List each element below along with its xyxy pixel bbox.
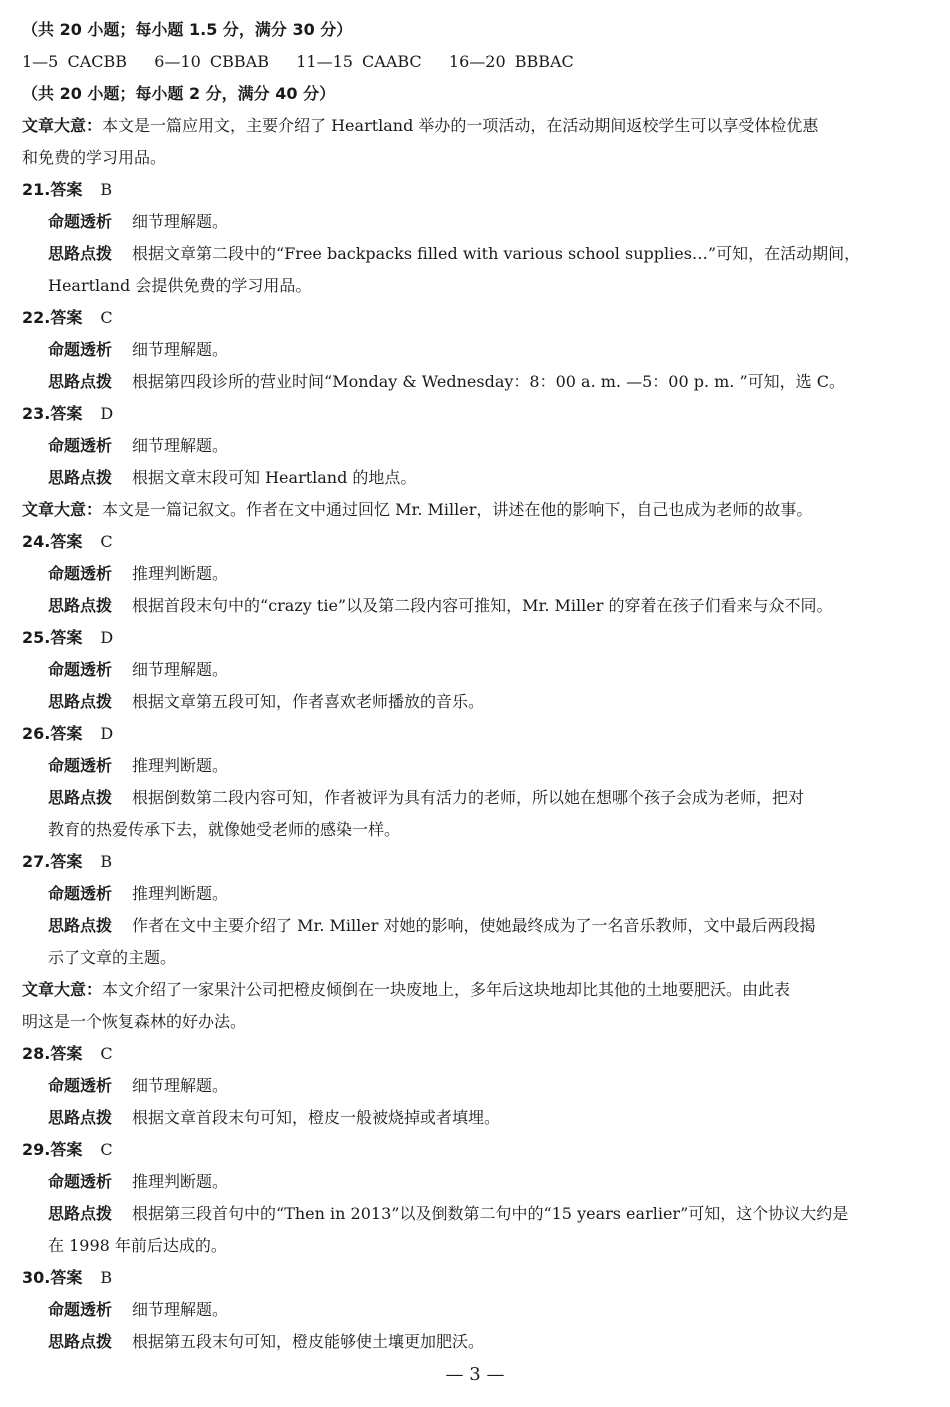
q21-hint-line1: 思路点拨 根据文章第二段中的“Free backpacks filled with various school supplies…”可知，在活动期间， <box>48 244 861 263</box>
q22-answer: 22.答案 C <box>22 308 113 327</box>
q24-analysis: 命题透析 推理判断题。 <box>48 564 229 583</box>
q26-analysis: 命题透析 推理判断题。 <box>48 756 229 775</box>
q25-analysis: 命题透析 细节理解题。 <box>48 660 229 679</box>
q28-hint-line1: 思路点拨 根据文章首段末句可知，橙皮一般被烧掉或者填埋。 <box>48 1108 501 1127</box>
section1-answers: 1—5 CACBB 6—10 CBBAB 11—15 CAABC 16—20 BBBAC <box>22 52 574 71</box>
q29-hint-line1: 思路点拨 根据第三段首句中的“Then in 2013”以及倒数第二句中的“15 years earlier”可知，这个协议大约是 <box>48 1204 849 1223</box>
q24-hint-line1: 思路点拨 根据首段末句中的“crazy tie”以及第二段内容可推知，Mr. Miller 的穿着在孩子们看来与众不同。 <box>48 596 833 615</box>
summary-label: 文章大意： <box>22 116 103 135</box>
q27-hint-line2: 示了文章的主题。 <box>48 948 177 967</box>
q29-answer: 29.答案 C <box>22 1140 113 1159</box>
q25-hint-line1: 思路点拨 根据文章第五段可知，作者喜欢老师播放的音乐。 <box>48 692 485 711</box>
q26-answer: 26.答案 D <box>22 724 114 743</box>
summary-b-line1: 文章大意：本文是一篇记叙文。作者在文中通过回忆 Mr. Miller，讲述在他的影响下，自己也成为老师的故事。 <box>22 500 813 519</box>
q30-answer: 30.答案 B <box>22 1268 113 1287</box>
q27-answer: 27.答案 B <box>22 852 113 871</box>
q28-analysis: 命题透析 细节理解题。 <box>48 1076 229 1095</box>
summary-c-line1: 文章大意：本文介绍了一家果汁公司把橙皮倾倒在一块废地上，多年后这块地却比其他的土地要肥沃。由此表 <box>22 980 791 999</box>
page-number: — 3 — <box>445 1364 505 1385</box>
section1-header: （共 20 小题；每小题 1.5 分，满分 30 分） <box>22 20 353 39</box>
q21-answer: 21.答案 B <box>22 180 113 199</box>
q22-hint-line1: 思路点拨 根据第四段诊所的营业时间“Monday & Wednesday：8：00 a. m. —5：00 p. m. ”可知，选 C。 <box>48 372 845 391</box>
q21-analysis: 命题透析 细节理解题。 <box>48 212 229 231</box>
q26-hint-line1: 思路点拨 根据倒数第二段内容可知，作者被评为具有活力的老师，所以她在想哪个孩子会成为老师，把对 <box>48 788 805 807</box>
section2-header: （共 20 小题；每小题 2 分，满分 40 分） <box>22 84 336 103</box>
q27-analysis: 命题透析 推理判断题。 <box>48 884 229 903</box>
summary-a-line1: 文章大意：本文是一篇应用文，主要介绍了 Heartland 举办的一项活动，在活动期间返校学生可以享受体检优惠 <box>22 116 819 135</box>
q23-answer: 23.答案 D <box>22 404 114 423</box>
q22-analysis: 命题透析 细节理解题。 <box>48 340 229 359</box>
q27-hint-line1: 思路点拨 作者在文中主要介绍了 Mr. Miller 对她的影响，使她最终成为了一名音乐教师，文中最后两段揭 <box>48 916 816 935</box>
q29-analysis: 命题透析 推理判断题。 <box>48 1172 229 1191</box>
q29-hint-line2: 在 1998 年前后达成的。 <box>48 1236 227 1255</box>
q30-analysis: 命题透析 细节理解题。 <box>48 1300 229 1319</box>
q25-answer: 25.答案 D <box>22 628 114 647</box>
q24-answer: 24.答案 C <box>22 532 113 551</box>
summary-a-line2: 和免费的学习用品。 <box>22 148 167 167</box>
q23-hint-line1: 思路点拨 根据文章末段可知 Heartland 的地点。 <box>48 468 417 487</box>
q26-hint-line2: 教育的热爱传承下去，就像她受老师的感染一样。 <box>48 820 401 839</box>
q28-answer: 28.答案 C <box>22 1044 113 1063</box>
q23-analysis: 命题透析 细节理解题。 <box>48 436 229 455</box>
q30-hint-line1: 思路点拨 根据第五段末句可知，橙皮能够使土壤更加肥沃。 <box>48 1332 485 1351</box>
q21-hint-line2: Heartland 会提供免费的学习用品。 <box>48 276 312 295</box>
summary-c-line2: 明这是一个恢复森林的好办法。 <box>22 1012 247 1031</box>
